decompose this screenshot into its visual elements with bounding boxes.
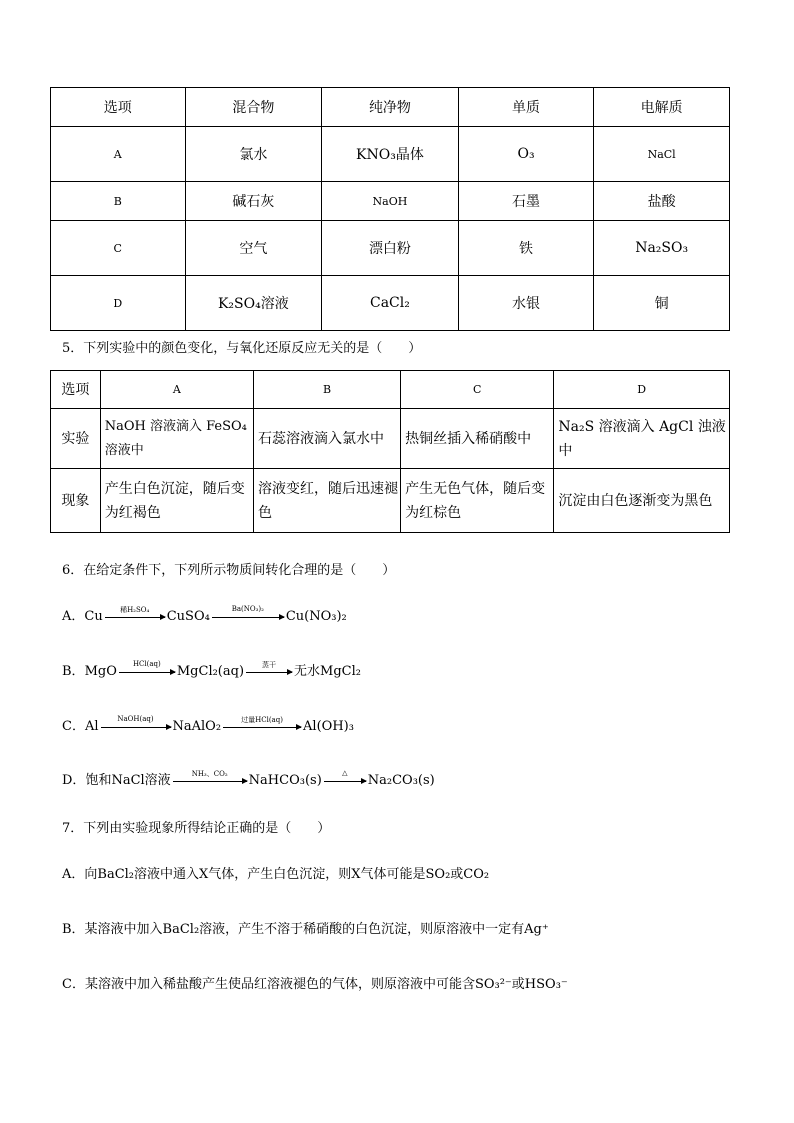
row-label: 现象 [51,469,101,533]
intermediate: CuSO₄ [166,609,210,624]
question-7-stem: 7．下列由实验现象所得结论正确的是（ ） [62,821,331,836]
arrow-condition: NH₃、CO₂ [191,770,228,778]
row-label: 实验 [51,409,101,469]
table-cell: 铁 [458,221,594,276]
header-cell: 选项 [51,88,186,127]
product: Cu(NO₃)₂ [285,609,347,624]
header-cell: 单质 [458,88,594,127]
arrow-condition: 蒸干 [262,661,277,669]
reactant: Al [84,719,99,734]
table-row [51,221,730,276]
header-cell: 纯净物 [322,88,459,127]
reaction-arrow [223,716,301,727]
table-row [51,127,730,182]
intermediate: NaHCO₃(s) [248,773,322,788]
table-cell: 水银 [458,276,594,331]
table-cell: 石墨 [458,182,594,221]
option-a[interactable]: A．向BaCl₂溶液中通入X气体，产生白色沉淀，则X气体可能是SO₂或CO₂ [62,867,490,882]
header-cell: A [100,371,253,409]
option-label: A． [62,609,85,624]
arrow-condition: NaOH(aq) [117,715,154,723]
reactant: MgO [84,664,117,679]
reactant: 饱和NaCl溶液 [85,773,171,788]
table-cell: 溶液变红，随后迅速褪色 [253,469,400,533]
table-cell: D [51,276,186,331]
reaction-arrow [105,606,165,617]
option-label: D． [62,773,86,788]
reaction-arrow [246,661,292,672]
header-cell: C [401,371,554,409]
table-row [51,182,730,221]
product: Na₂CO₃(s) [367,773,435,788]
table-header-row [51,371,730,409]
table-cell: KNO₃晶体 [322,127,459,182]
table-cell: A [51,127,186,182]
arrow-condition: △ [342,769,348,777]
product: 无水MgCl₂ [294,664,361,679]
header-cell: B [253,371,400,409]
classification-table [50,87,730,331]
table-cell: Na₂SO₃ [594,221,730,276]
table-cell: 石蕊溶液滴入氯水中 [253,409,400,469]
option-c[interactable] [62,715,354,734]
option-a[interactable] [62,605,347,624]
header-cell: D [554,371,730,409]
table-cell: 铜 [594,276,730,331]
table-cell: 热铜丝插入稀硝酸中 [401,409,554,469]
table-cell: NaCl [594,127,730,182]
option-d[interactable] [62,769,435,788]
reactant: Cu [84,609,103,624]
experiment-table [50,370,730,533]
arrow-condition: 过量HCl(aq) [241,716,283,724]
option-b[interactable] [62,660,361,679]
table-cell: Na₂S 溶液滴入 AgCl 浊液中 [554,409,730,469]
option-label: C． [62,719,85,734]
table-cell: K₂SO₄溶液 [185,276,322,331]
reaction-arrow [119,660,175,672]
reaction-arrow [324,769,366,781]
arrow-condition: 稀H₂SO₄ [120,606,150,614]
arrow-condition: Ba(NO₃)₂ [231,605,264,613]
product: Al(OH)₃ [303,719,354,734]
header-cell: 电解质 [594,88,730,127]
question-5-stem: 5．下列实验中的颜色变化，与氧化还原反应无关的是（ ） [62,341,422,356]
table-cell: 产生白色沉淀，随后变为红褐色 [100,469,253,533]
reaction-arrow [101,715,171,727]
table-cell: 空气 [185,221,322,276]
header-cell: 选项 [51,371,101,409]
table-row [51,276,730,331]
option-c[interactable]: C．某溶液中加入稀盐酸产生使品红溶液褪色的气体，则原溶液中可能含SO₃²⁻或HSO₃⁻ [62,977,568,992]
table-cell: 盐酸 [594,182,730,221]
table-row [51,409,730,469]
table-cell: 产生无色气体，随后变为红棕色 [401,469,554,533]
table-cell: O₃ [458,127,594,182]
table-cell: 沉淀由白色逐渐变为黑色 [554,469,730,533]
table-cell: C [51,221,186,276]
option-b[interactable]: B．某溶液中加入BaCl₂溶液，产生不溶于稀硝酸的白色沉淀，则原溶液中一定有Ag⁺ [62,922,549,937]
table-header-row [51,88,730,127]
table-cell: NaOH 溶液滴入 FeSO₄ 溶液中 [100,409,253,469]
table-cell: 漂白粉 [322,221,459,276]
question-6-stem: 6．在给定条件下，下列所示物质间转化合理的是（ ） [62,563,396,578]
intermediate: MgCl₂(aq) [176,664,245,679]
option-label: B． [62,664,85,679]
table-cell: CaCl₂ [322,276,459,331]
header-cell: 混合物 [185,88,322,127]
table-cell: B [51,182,186,221]
reaction-arrow [173,770,247,781]
table-cell: 碱石灰 [185,182,322,221]
table-cell: 氯水 [185,127,322,182]
intermediate: NaAlO₂ [172,719,222,734]
table-cell: NaOH [322,182,459,221]
reaction-arrow [212,605,284,617]
table-row [51,469,730,533]
arrow-condition: HCl(aq) [132,660,161,668]
